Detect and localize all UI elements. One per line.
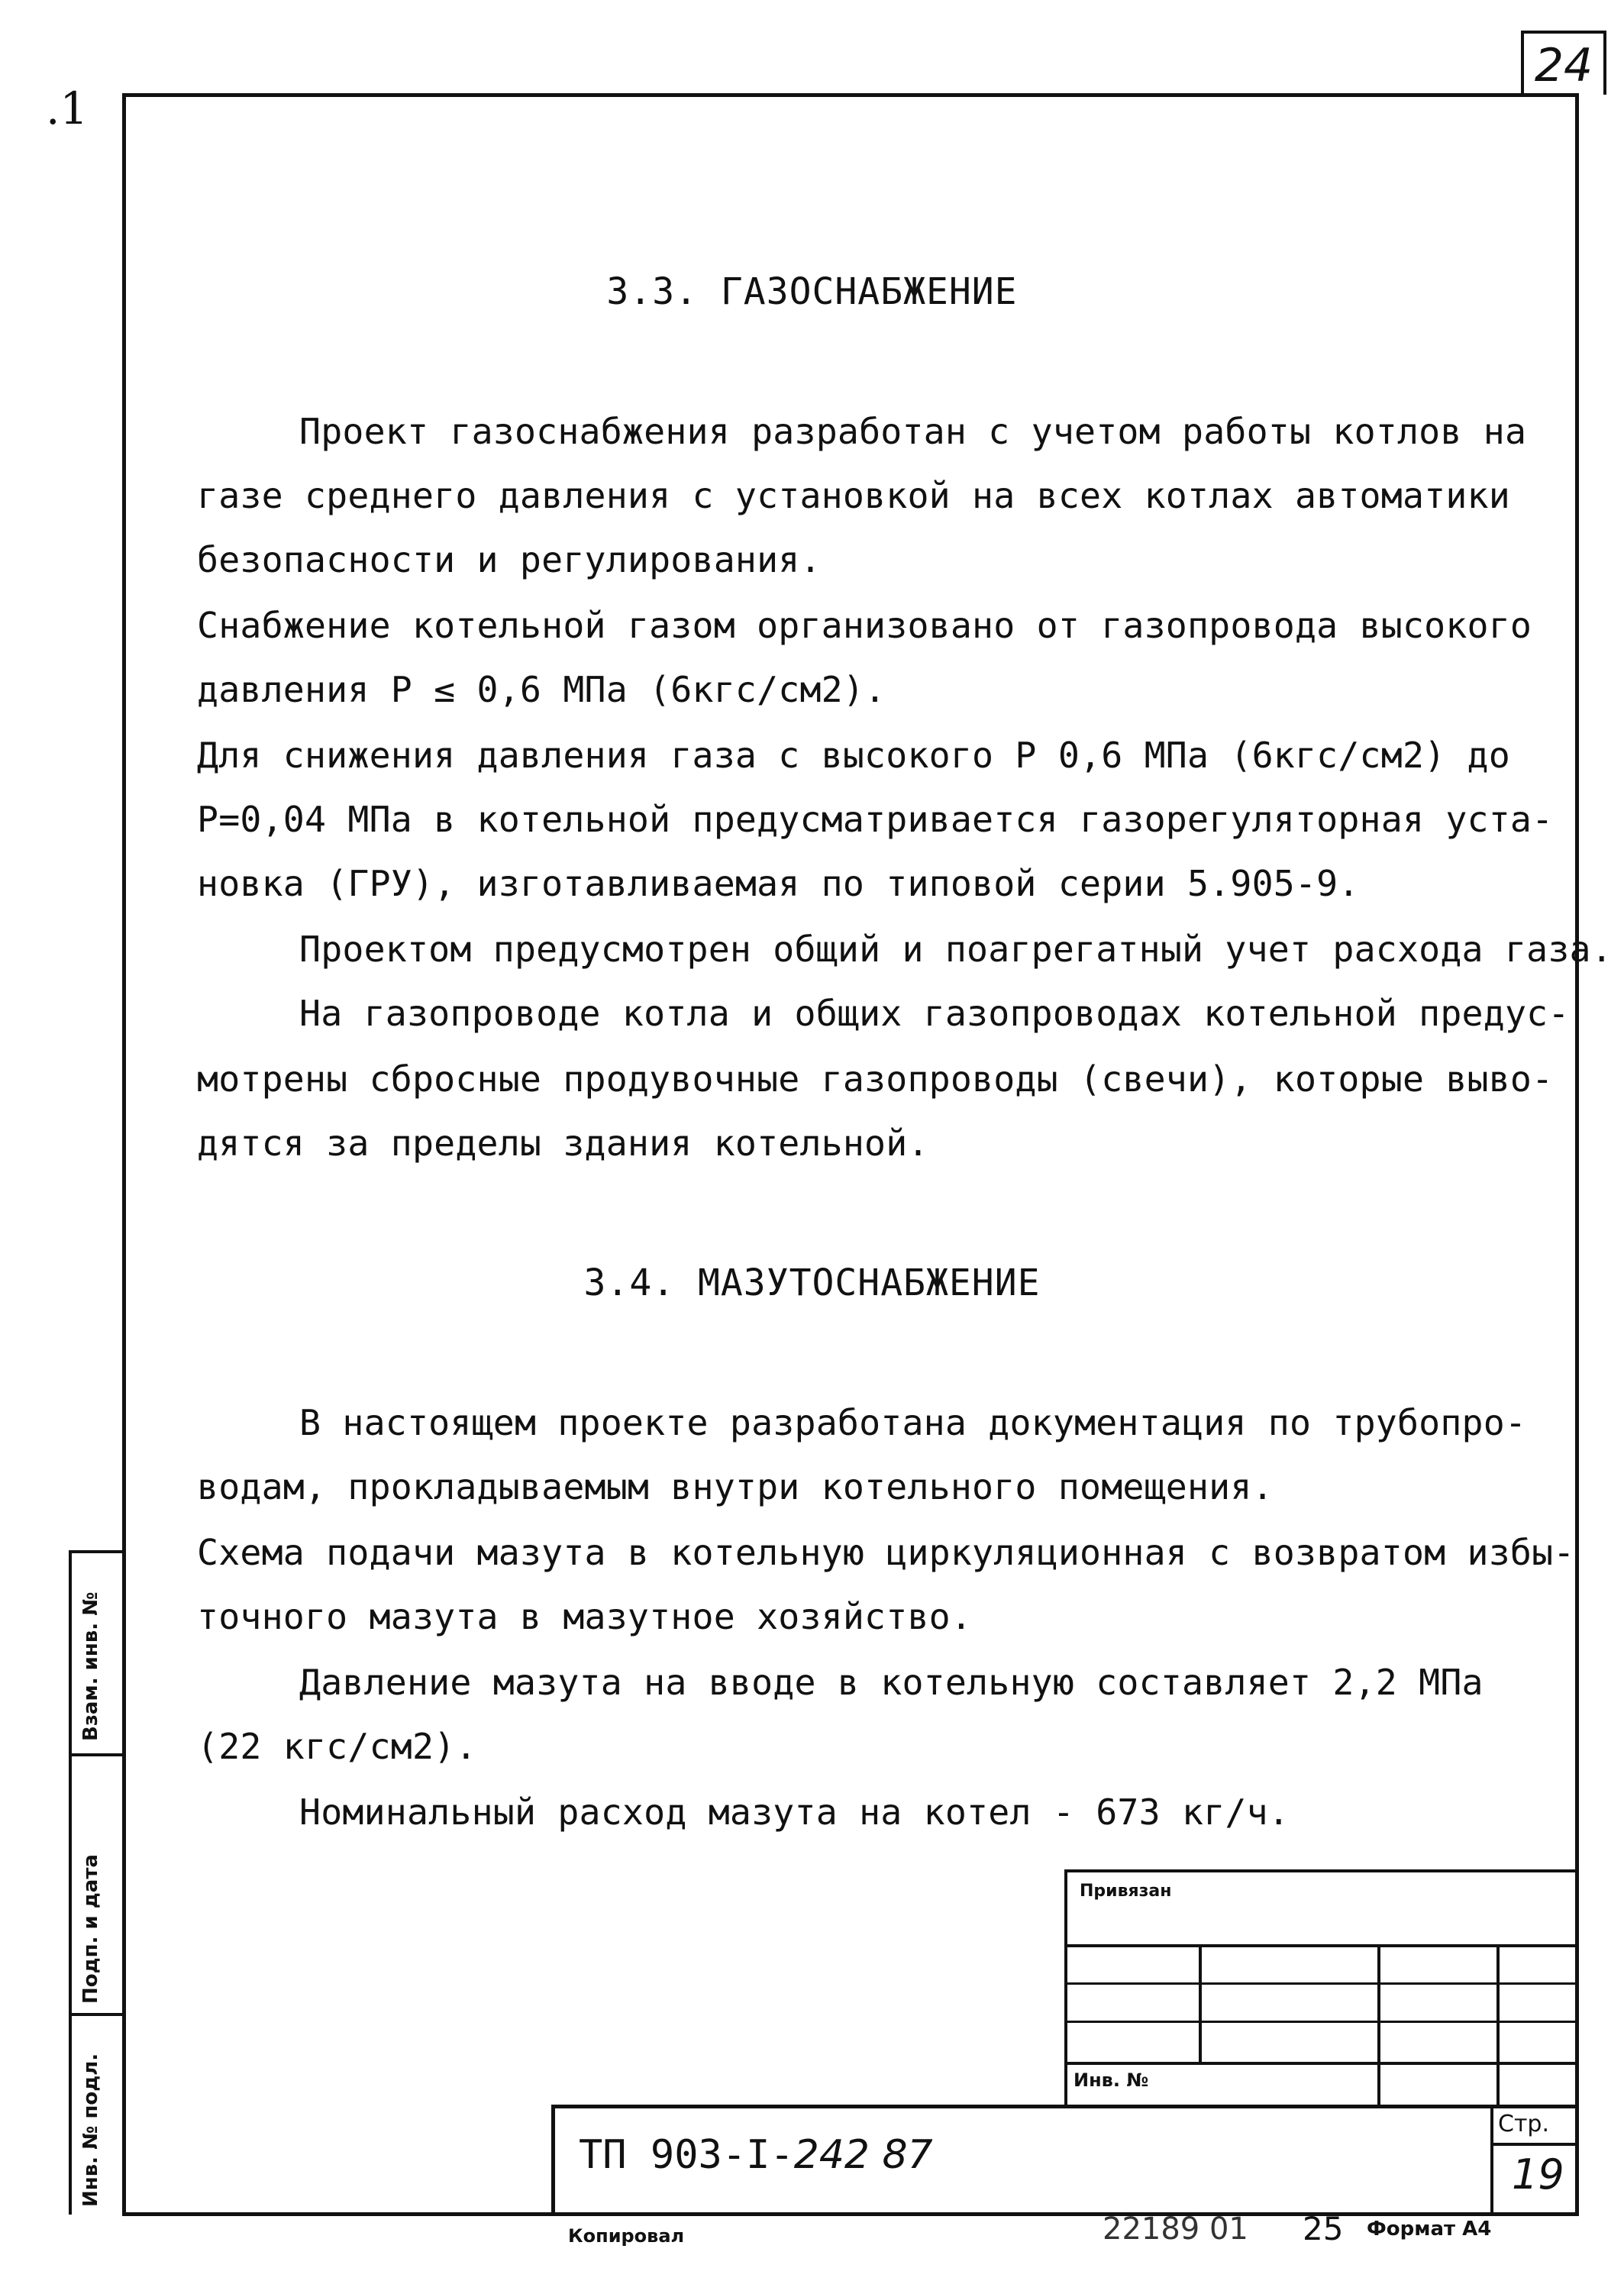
side-label-vzam: Взам. инв. № — [79, 1591, 102, 1741]
page-label: Стр. — [1498, 2111, 1550, 2137]
paragraph-line: Для снижения давления газа с высокого Р 0,6 МПа (6кгс/см2) до — [197, 735, 1510, 776]
footer-sheet: 25 — [1303, 2210, 1344, 2247]
stamp-inv-no: Инв. № — [1074, 2069, 1149, 2091]
paragraph-line: (22 кгс/см2). — [197, 1726, 477, 1767]
paragraph-line: газе среднего давления с установкой на всех котлах автоматики — [197, 475, 1510, 516]
paragraph-line: Номинальный расход мазута на котел - 673 кг/ч. — [299, 1792, 1290, 1833]
paragraph-line: Проект газоснабжения разработан с учетом работы котлов на — [299, 411, 1527, 452]
page-number: 24 — [1521, 31, 1606, 95]
paragraph-line: новка (ГРУ), изготавливаемая по типовой серии 5.905-9. — [197, 863, 1360, 904]
paragraph-line: В настоящем проекте разработана документация по трубопро- — [299, 1402, 1527, 1443]
footer-format: Формат А4 — [1367, 2218, 1492, 2241]
document-code — [579, 2132, 933, 2178]
paragraph-line: Проектом предусмотрен общий и поагрегатный учет расхода газа. — [299, 929, 1613, 970]
document-code-handwritten: 242 87 — [793, 2132, 933, 2178]
paragraph-line: точного мазута в мазутное хозяйство. — [197, 1596, 973, 1637]
section-heading-fuel-oil: 3.4. МАЗУТОСНАБЖЕНИЕ — [583, 1262, 1041, 1304]
footer-order: 22189 01 — [1103, 2212, 1248, 2247]
side-label-podp: Подп. и дата — [79, 1854, 102, 2004]
corner-mark: .1 — [46, 82, 89, 134]
paragraph-line: Р=0,04 МПа в котельной предусматривается газорегуляторная уста- — [197, 799, 1554, 840]
side-label-inv-podl: Инв. № подл. — [79, 2053, 102, 2207]
paragraph-line: мотрены сбросные продувочные газопроводы (свечи), которые выво- — [197, 1058, 1554, 1100]
section-heading-gas: 3.3. ГАЗОСНАБЖЕНИЕ — [606, 270, 1018, 313]
paragraph-line: Давление мазута на вводе в котельную составляет 2,2 МПа — [299, 1662, 1484, 1703]
paragraph-line: давления Р ≤ 0,6 МПа (6кгс/см2). — [197, 669, 886, 710]
paragraph-line: На газопроводе котла и общих газопроводах котельной предус- — [299, 993, 1570, 1034]
footer-copied: Копировал — [568, 2225, 685, 2247]
stamp-privyazan: Привязан — [1080, 1882, 1172, 1901]
page-value: 19 — [1512, 2150, 1564, 2199]
paragraph-line: водам, прокладываемым внутри котельного помещения. — [197, 1466, 1274, 1507]
paragraph-line: Схема подачи мазута в котельную циркуляционная с возвратом избы- — [197, 1532, 1575, 1573]
paragraph-line: дятся за пределы здания котельной. — [197, 1123, 929, 1164]
paragraph-line: безопасности и регулирования. — [197, 539, 822, 580]
document-code-printed: ТП 903-I- — [579, 2132, 794, 2178]
paragraph-line: Снабжение котельной газом организовано от газопровода высокого — [197, 605, 1532, 646]
